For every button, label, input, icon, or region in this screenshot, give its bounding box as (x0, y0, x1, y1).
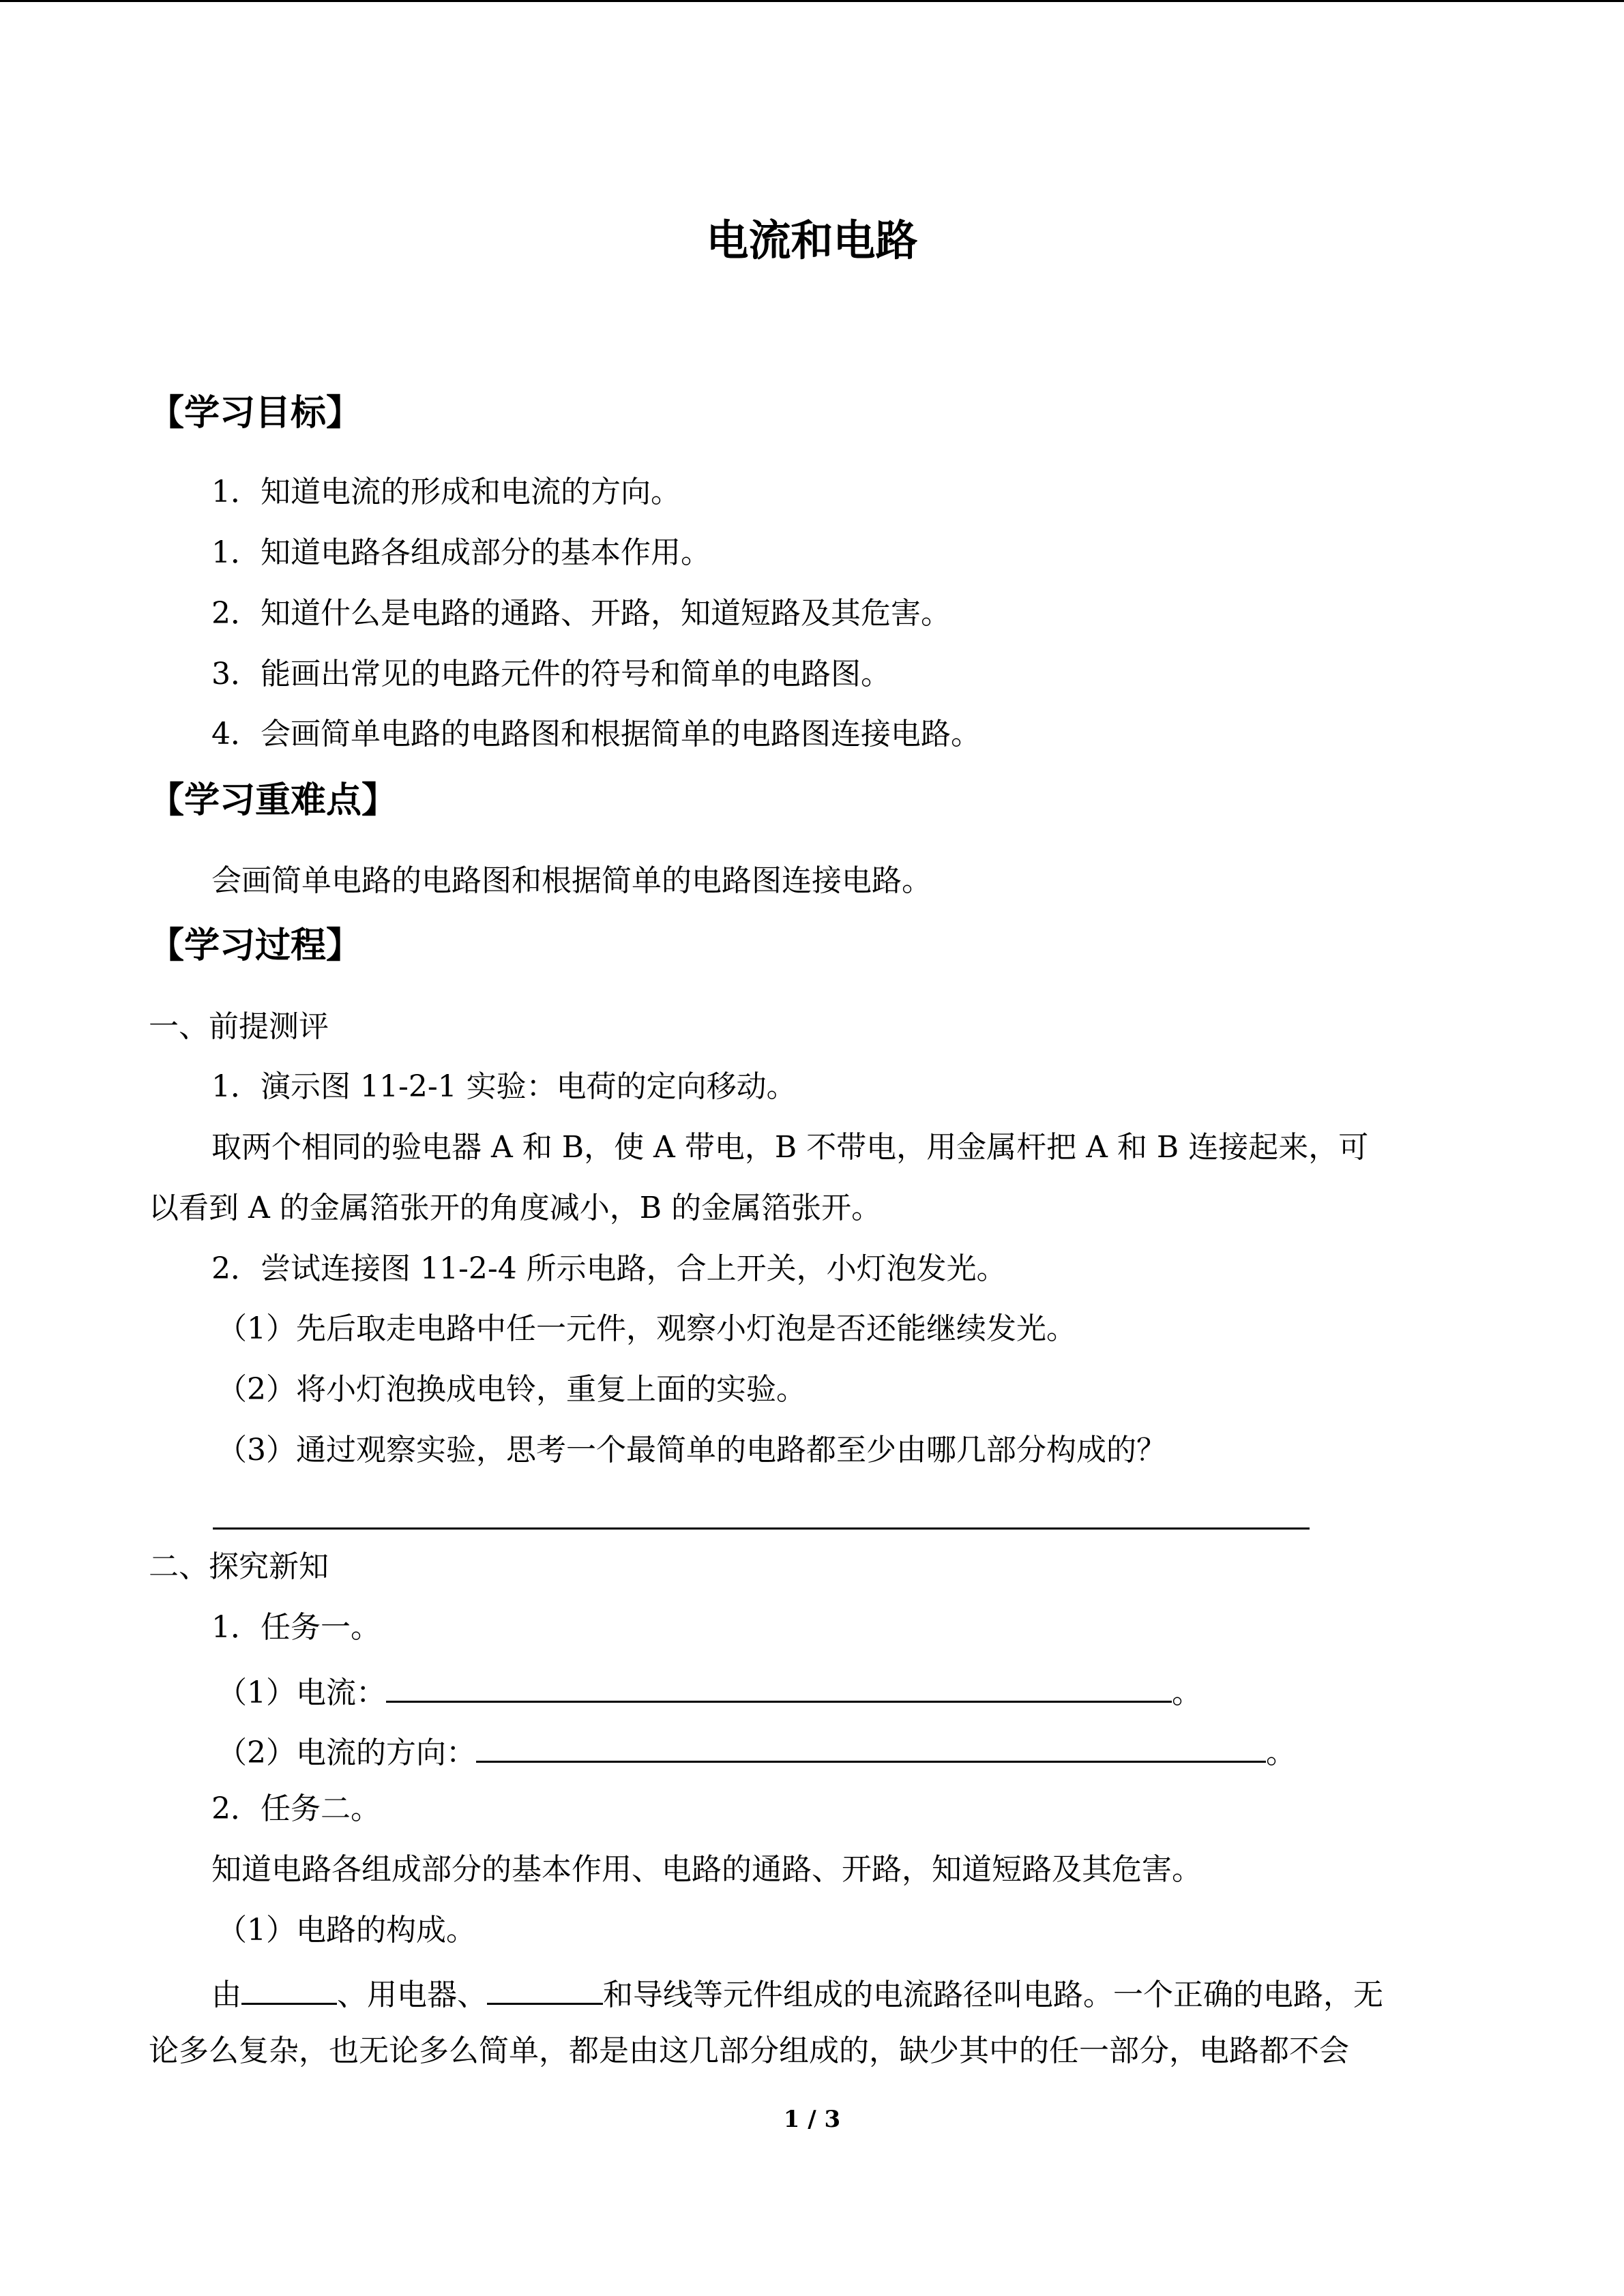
heading-key-points: 【学习重难点】 (149, 780, 398, 821)
part1-item1: 1．演示图 11-2-1 实验：电荷的定向移动。 (211, 1069, 797, 1104)
part1-paragraph-line1: 取两个相同的验电器 A 和 B，使 A 带电，B 不带电，用金属杆把 A 和 B 连接起来，可 (211, 1130, 1369, 1165)
current-definition-row (217, 1667, 1202, 1715)
part1-item2: 2．尝试连接图 11-2-4 所示电路，合上开关，小灯泡发光。 (211, 1251, 1007, 1286)
direction-blank (476, 1727, 1266, 1763)
current-label: （1）电流： (217, 1675, 386, 1710)
part1-title: 一、前提测评 (149, 1009, 329, 1044)
answer-blank-line (213, 1527, 1310, 1530)
key-points-text: 会画简单电路的电路图和根据简单的电路图连接电路。 (211, 863, 932, 898)
objective-item: 3．能画出常见的电路元件的符号和简单的电路图。 (211, 657, 891, 691)
page-number: 1 / 3 (783, 2106, 841, 2133)
part2-task2-description: 知道电路各组成部分的基本作用、电路的通路、开路，知道短路及其危害。 (211, 1852, 1202, 1887)
objective-item: 2．知道什么是电路的通路、开路，知道短路及其危害。 (211, 596, 951, 631)
circuit-fill-row (211, 1969, 1383, 2017)
fill-prefix: 由 (211, 1978, 241, 2012)
part1-sub2: （2）将小灯泡换成电铃，重复上面的实验。 (217, 1372, 806, 1407)
objective-item: 1．知道电路各组成部分的基本作用。 (211, 535, 711, 570)
direction-label: （2）电流的方向： (217, 1735, 476, 1770)
current-direction-row (217, 1727, 1296, 1775)
part1-sub3: （3）通过观察实验，思考一个最简单的电路都至少由哪几部分构成的？ (217, 1433, 1166, 1467)
objective-item: 4．会画简单电路的电路图和根据简单的电路图连接电路。 (211, 717, 981, 751)
circuit-paragraph-line2: 论多么复杂，也无论多么简单，都是由这几部分组成的，缺少其中的任一部分，电路都不会 (149, 2033, 1349, 2068)
fill-blank-switch (487, 1969, 603, 2005)
part2-task2: 2．任务二。 (211, 1791, 381, 1826)
objective-item: 1．知道电流的形成和电流的方向。 (211, 475, 681, 509)
period: 。 (1172, 1675, 1202, 1710)
part1-sub1: （1）先后取走电路中任一元件，观察小灯泡是否还能继续发光。 (217, 1311, 1076, 1346)
circuit-composition: （1）电路的构成。 (217, 1913, 476, 1948)
part2-title: 二、探究新知 (149, 1549, 329, 1584)
fill-suffix: 和导线等元件组成的电流路径叫电路。一个正确的电路，无 (603, 1978, 1383, 2012)
top-border (0, 0, 1624, 2)
period: 。 (1266, 1735, 1296, 1770)
fill-mid: 、用电器、 (337, 1978, 487, 2012)
heading-process: 【学习过程】 (149, 925, 362, 966)
part2-task1: 1．任务一。 (211, 1610, 381, 1645)
heading-objectives: 【学习目标】 (149, 393, 362, 434)
fill-blank-power (241, 1969, 337, 2005)
current-blank (386, 1667, 1172, 1703)
part1-paragraph-line2: 以看到 A 的金属箔张开的角度减小，B 的金属箔张开。 (149, 1191, 882, 1225)
page-title: 电流和电路 (706, 215, 918, 265)
